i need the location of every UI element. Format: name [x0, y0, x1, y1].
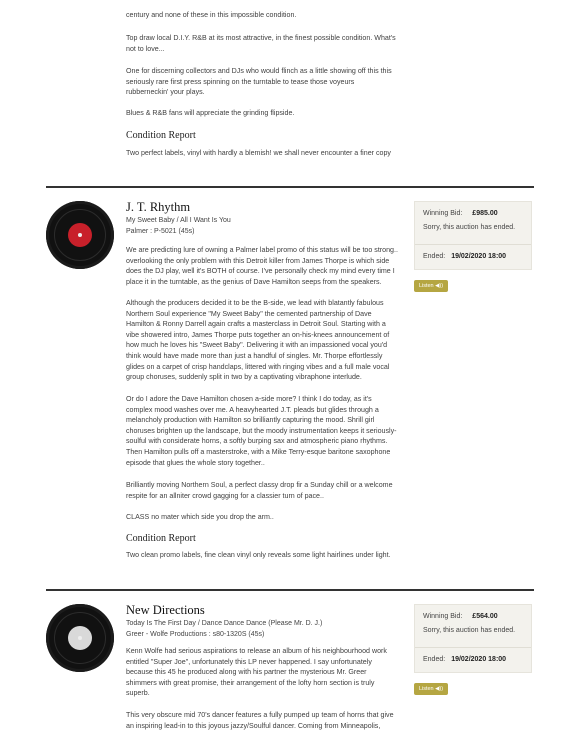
- previous-description-paragraph: Top draw local D.I.Y. R&B at its most attractive, in the finest possible condition. What's not to love...: [126, 34, 396, 53]
- winning-bid-value: £985.00: [472, 210, 498, 217]
- record-spindle-hole: [78, 636, 82, 640]
- artist-title: J. T. Rhythm: [126, 200, 191, 214]
- box-divider: [415, 647, 531, 648]
- description-paragraph: We are predicting lure of owning a Palmer label promo of this status will be too strong.. overlooking the only problem with this Detroit killer from James Thorpe is which side does the DJ play, well it's BOTH of course. I've personally check my mind every time I place it in the turntable, as the genius of Dave Hamilton seeps from the speakers.: [126, 246, 398, 286]
- description-paragraph: Or do I adore the Dave Hamilton chosen a-side more? I think I do today, as it's complex mood washes over me. A heavyhearted J.T. pleads but glides through a melancholy production with Hamilton so brilliantly capturing the mood. Shrill girl choruses brighten up the landscape, but the moody instrumentation keeps it seriously-soulful with considerate horns, a softly burping sax and atmospheric piano rhythms. Then Hamilton pulls off a masterstroke, with a Mike Terry-esque baritone saxophone episode that glues the whole story together..: [126, 395, 397, 467]
- listen-button[interactable]: Listen ◀)): [414, 280, 448, 292]
- auction-ended-message: Sorry, this auction has ended.: [423, 224, 516, 231]
- winning-bid: [423, 210, 498, 217]
- ended-value: 19/02/2020 18:00: [451, 656, 507, 663]
- previous-description-paragraph: Blues & R&B fans will appreciate the grinding flipside.: [126, 109, 295, 117]
- ended-date: [423, 253, 506, 260]
- previous-description-tail: century and none of these in this impossible condition.: [126, 11, 297, 19]
- listen-button[interactable]: Listen ◀)): [414, 683, 448, 695]
- ended-value: 19/02/2020 18:00: [451, 253, 507, 260]
- condition-report-heading: Condition Report: [126, 533, 196, 544]
- record-image[interactable]: [46, 604, 114, 672]
- winning-bid-value: £564.00: [472, 613, 498, 620]
- condition-report-text: Two perfect labels, vinyl with hardly a blemish! we shall never encounter a finer copy: [126, 149, 391, 157]
- winning-bid-label: Winning Bid:: [423, 210, 463, 217]
- description-paragraph: This very obscure mid 70's dancer features a fully pumped up team of horns that give an inspiring lead-in to this joyous jazzy/Soulful dancer. Coming from Minneapolis,: [126, 711, 394, 730]
- auction-status-box: [414, 604, 532, 673]
- ended-label: Ended:: [423, 253, 446, 260]
- condition-report-heading: Condition Report: [126, 130, 196, 141]
- ended-label: Ended:: [423, 656, 446, 663]
- previous-description-paragraph: One for discerning collectors and DJs who would flinch as a little showing off this this seriously rare first press spinning on the turntable to tease those voyeurs rubberneckin' your plays.: [126, 67, 392, 97]
- box-divider: [415, 244, 531, 245]
- track-titles: My Sweet Baby / All I Want Is You: [126, 217, 231, 224]
- description-paragraph: Kenn Wolfe had serious aspirations to release an album of his neighbourhood work entitled "Super Joe", unfortunately this LP never happened. I say unfortunately because this 45 he produced along with his partner the mysterious Mr. Greer shimmers with great promise, their arrangement of the lofty horn section is truly superb.: [126, 647, 387, 698]
- section-divider: [46, 186, 534, 188]
- auction-ended-message: Sorry, this auction has ended.: [423, 627, 516, 634]
- record-image[interactable]: [46, 201, 114, 269]
- winning-bid-label: Winning Bid:: [423, 613, 463, 620]
- artist-title: New Directions: [126, 603, 205, 617]
- label-catalogue: Palmer : P-5021 (45s): [126, 228, 195, 235]
- condition-report-text: Two clean promo labels, fine clean vinyl only reveals some light hairlines under light.: [126, 551, 391, 559]
- description-paragraph: Brilliantly moving Northern Soul, a perfect classy drop fir a Sunday chill or a welcome respite for an allniter crowd gagging for a classier turn of pace..: [126, 481, 393, 500]
- track-titles: Today Is The First Day / Dance Dance Dance (Please Mr. D. J.): [126, 620, 323, 627]
- label-catalogue: Greer - Wolfe Productions : s80-1320S (45s): [126, 631, 265, 638]
- record-spindle-hole: [78, 233, 82, 237]
- description-paragraph: Although the producers decided it to be the B-side, we lead with blatantly fabulous Northern Soul experience "My Sweet Baby" the cemented partnership of Dave Hamilton & Ronny Darrell again crafts a masterclass in Detroit Soul. Starting with a vibe showered intro, James Thorpe puts together an on-his-knees announcement of how much he loves his "Sweet Baby". Delivering it with an impassioned vocal you'd think would have made more than just a handful of singles. Mr. Thorpe effortlessly glides on a carpet of crisp handclaps, littered with ringing vibes and a full male vocal group choruses, suddenly split in two by a captivating vibraphone interlude.: [126, 299, 390, 382]
- winning-bid: [423, 613, 498, 620]
- ended-date: [423, 656, 506, 663]
- description-paragraph: CLASS no mater which side you drop the arm..: [126, 513, 274, 521]
- auction-status-box: [414, 201, 532, 270]
- section-divider: [46, 589, 534, 591]
